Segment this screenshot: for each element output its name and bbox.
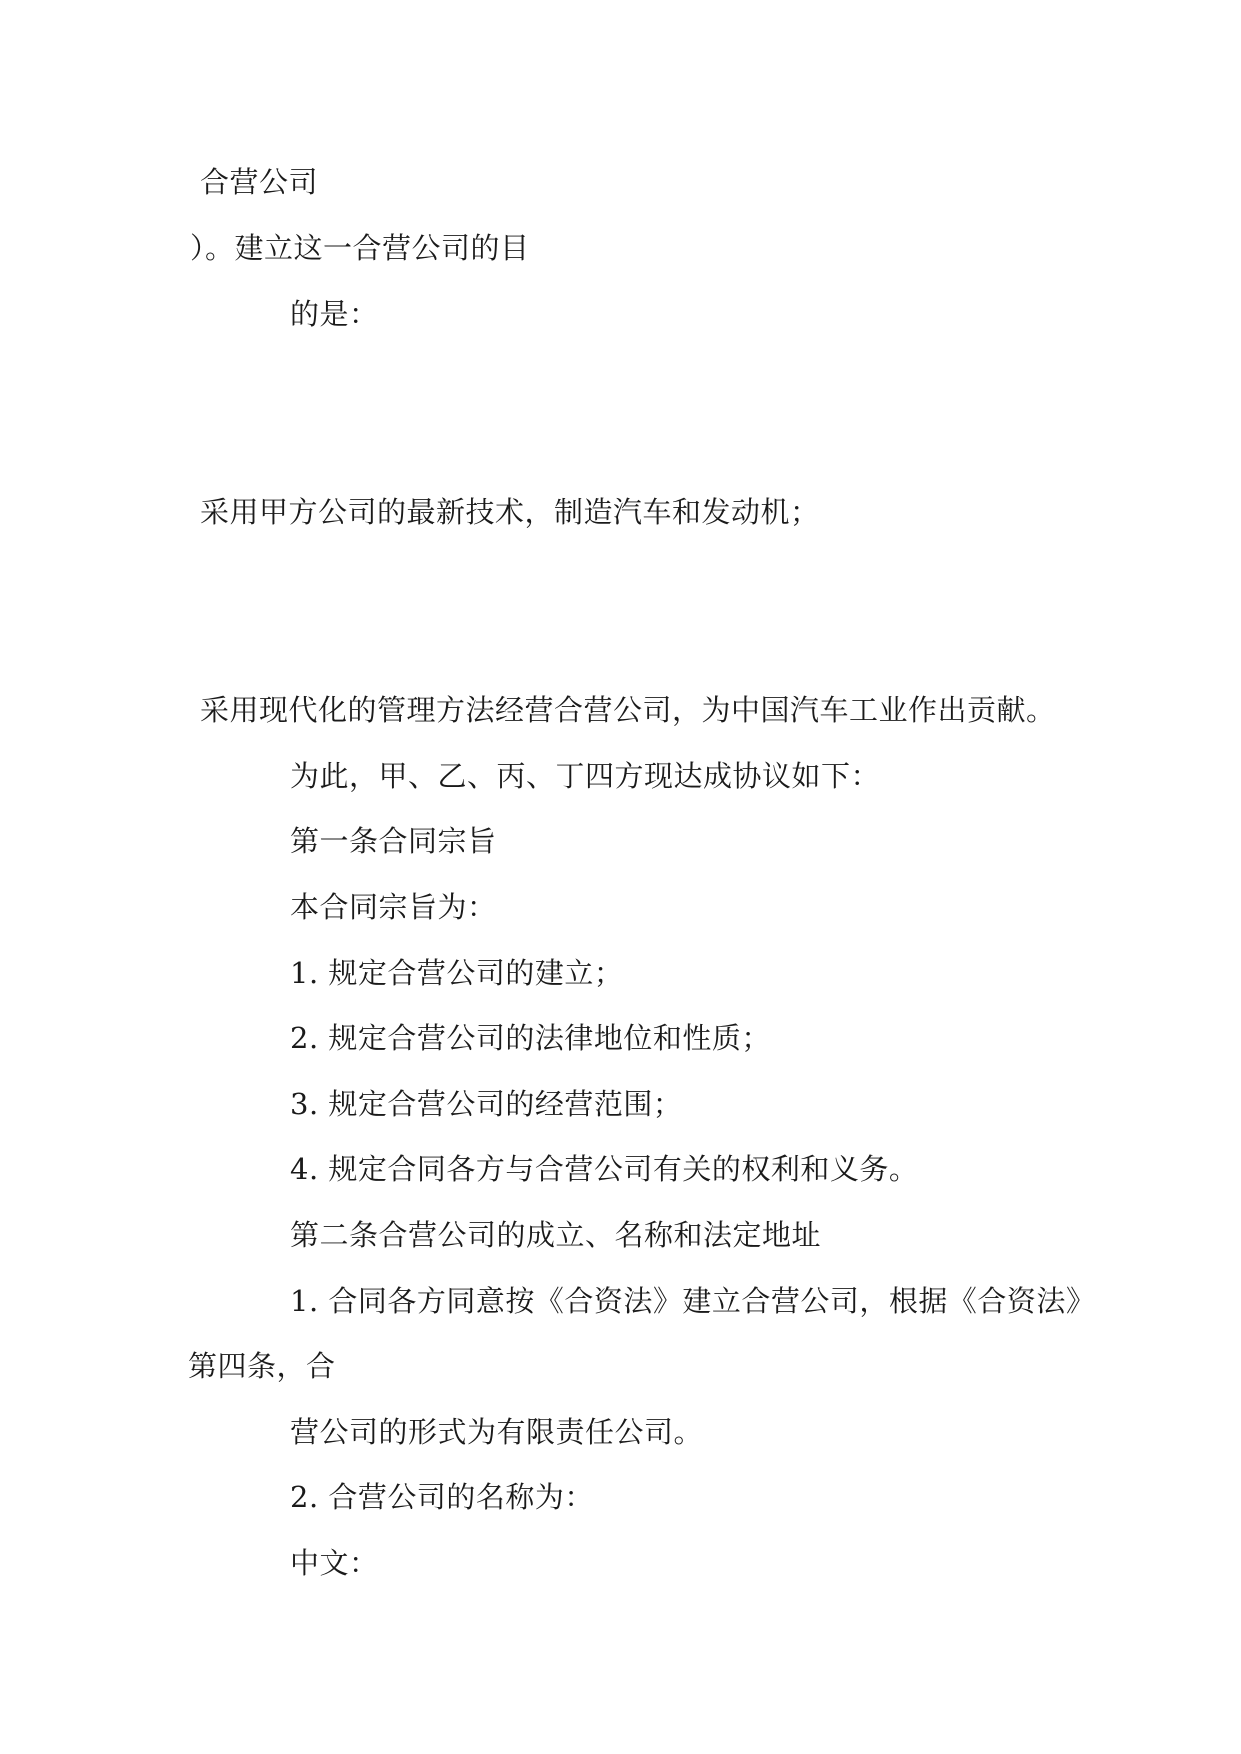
list-item-3: 3. 规定合营公司的经营范围； [290, 1087, 683, 1121]
text-line-article-2-item-1-cont: 第四条，合 [188, 1349, 336, 1383]
text-line-article-1-intro: 本合同宗旨为： [290, 890, 497, 924]
text-line-purpose-intro: ）。建立这一合营公司的目 [190, 231, 530, 265]
text-line-chinese-name-label: 中文： [290, 1546, 379, 1580]
article-1-heading: 第一条合同宗旨 [290, 824, 497, 858]
text-line-article-2-item-1: 1. 合同各方同意按《合资法》建立合营公司，根据《合资法》 [290, 1284, 1096, 1318]
text-line-article-2-item-1-end: 营公司的形式为有限责任公司。 [290, 1415, 704, 1449]
text-line-purpose-continued: 的是： [290, 297, 379, 331]
text-line-agreement-intro: 为此，甲、乙、丙、丁四方现达成协议如下： [290, 759, 881, 793]
list-item-2: 2. 规定合营公司的法律地位和性质； [290, 1021, 771, 1055]
list-item-4: 4. 规定合同各方与合营公司有关的权利和义务。 [290, 1152, 919, 1186]
text-line-article-2-item-2: 2. 合营公司的名称为： [290, 1480, 594, 1514]
text-line-purpose-technology: 采用甲方公司的最新技术，制造汽车和发动机； [200, 495, 820, 529]
article-2-heading: 第二条合营公司的成立、名称和法定地址 [290, 1218, 822, 1252]
list-item-1: 1. 规定合营公司的建立； [290, 956, 624, 990]
text-line-company-fragment: 合营公司 [200, 165, 319, 199]
text-line-purpose-management: 采用现代化的管理方法经营合营公司，为中国汽车工业作出贡献。 [200, 693, 1056, 727]
